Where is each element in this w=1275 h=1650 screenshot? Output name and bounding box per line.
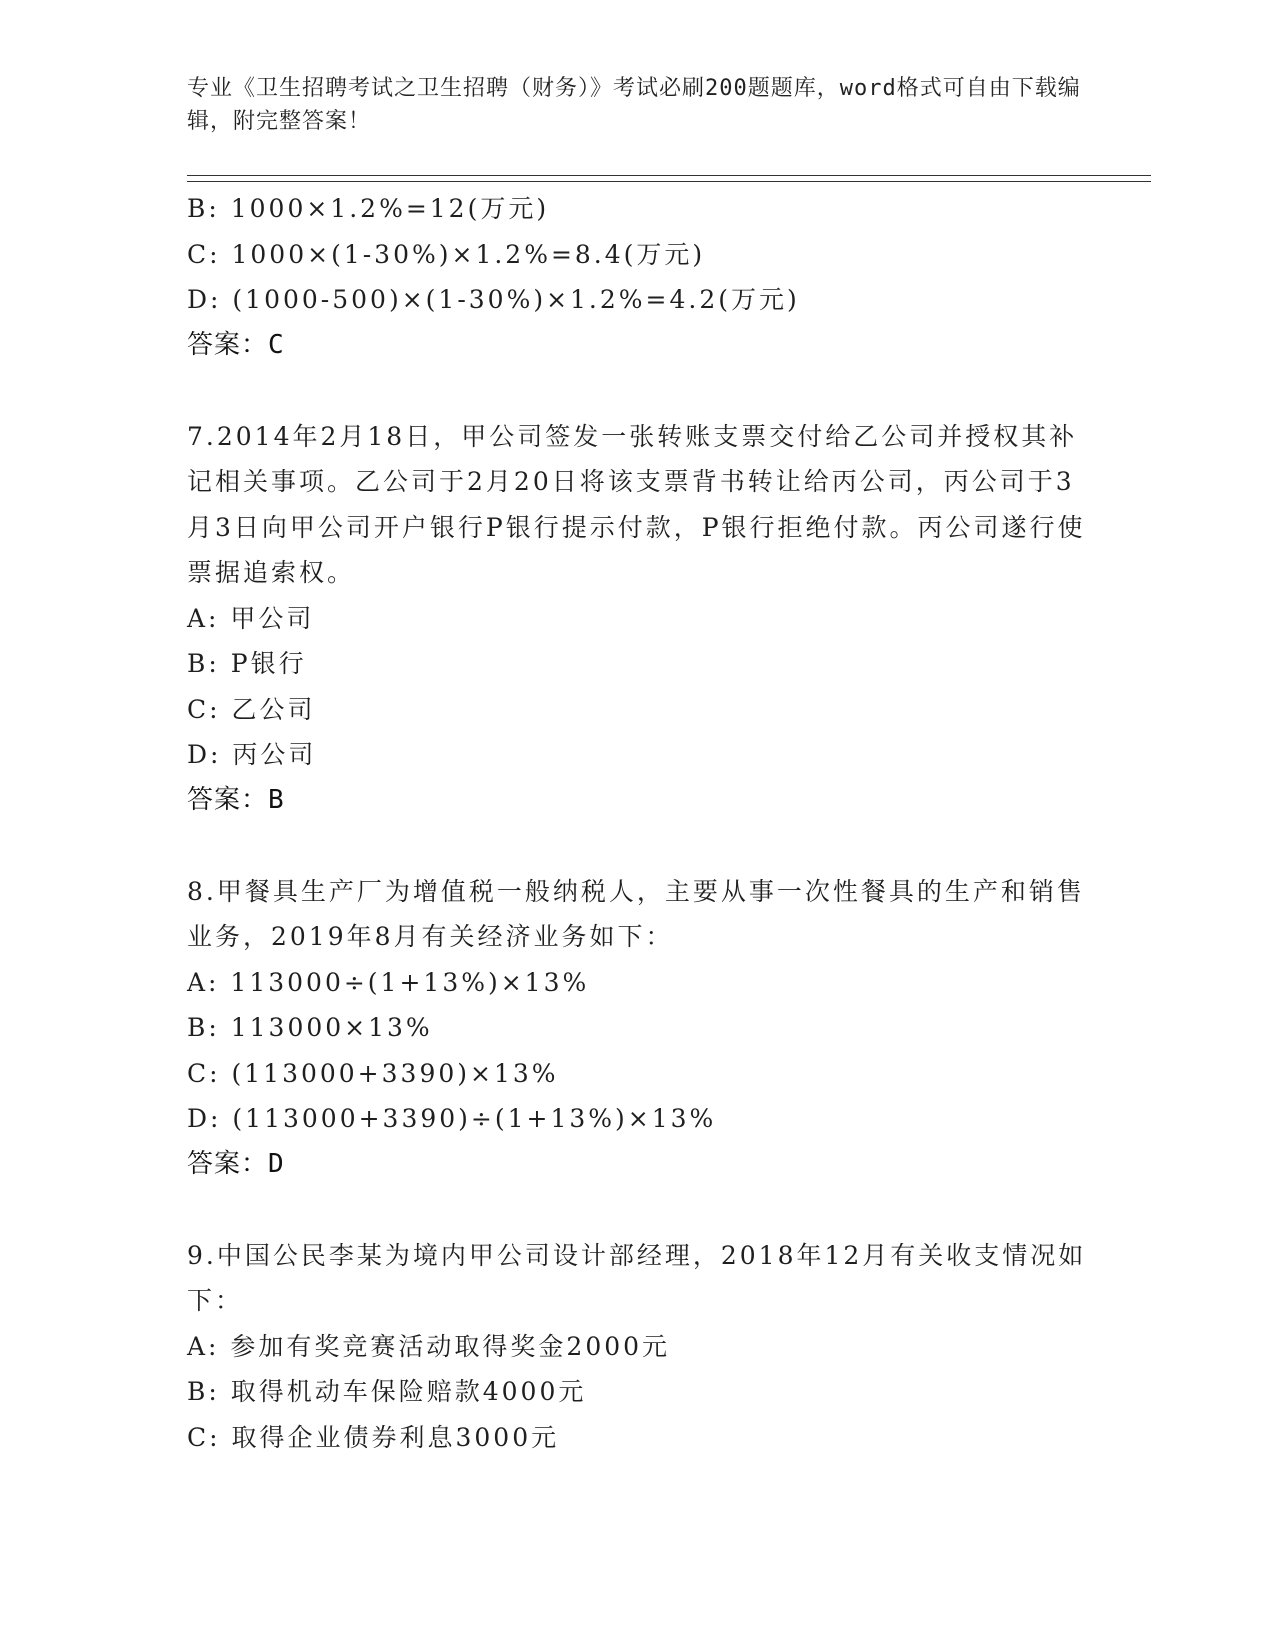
option-b: B: 取得机动车保险赔款4000元 [187, 1377, 587, 1406]
option-c: C: 乙公司 [187, 694, 316, 724]
option-a: A: 113000÷(1+13%)×13% [187, 967, 590, 997]
question-block-7 [187, 414, 1087, 824]
option-d: D: (1000-500)×(1-30%)×1.2%=4.2(万元) [187, 285, 800, 314]
option-d: D: (113000+3390)÷(1+13%)×13% [187, 1104, 717, 1133]
option-a: A: 参加有奖竞赛活动取得奖金2000元 [187, 1331, 671, 1361]
header-divider-bottom [187, 181, 1151, 182]
document-header: 专业《卫生招聘考试之卫生招聘（财务）》考试必刷200题题库，word格式可自由下载编辑，附完整答案！ [187, 76, 1081, 134]
question-block-6 [187, 186, 1087, 368]
option-b: B: 113000×13% [187, 1013, 433, 1042]
option-a: A: 甲公司 [187, 603, 315, 633]
answer-label: 答案：C [187, 329, 285, 360]
answer-label: 答案：B [187, 784, 285, 815]
question-block-8 [187, 869, 1087, 1188]
question-text: 9.中国公民李某为境内甲公司设计部经理，2018年12月有关收支情况如下： [187, 1240, 1087, 1315]
question-text: 7.2014年2月18日，甲公司签发一张转账支票交付给乙公司并授权其补记相关事项。乙公司于2月20日将该支票背书转让给丙公司，丙公司于3月3日向甲公司开户银行P银行提示付款，P银行拒绝付款。丙公司遂行使票据追索权。 [187, 421, 1086, 587]
question-list [187, 186, 1087, 1460]
option-b: B: 1000×1.2%=12(万元) [187, 194, 550, 223]
option-c: C: (113000+3390)×13% [187, 1058, 559, 1088]
option-b: B: P银行 [187, 649, 307, 678]
option-c: C: 1000×(1-30%)×1.2%=8.4(万元) [187, 239, 706, 269]
header-divider-top [187, 175, 1151, 176]
option-c: C: 取得企业债券利息3000元 [187, 1422, 560, 1452]
question-text: 8.甲餐具生产厂为增值税一般纳税人，主要从事一次性餐具的生产和销售业务，2019年8月有关经济业务如下： [187, 876, 1085, 951]
answer-label: 答案：D [187, 1148, 285, 1179]
question-block-9 [187, 1233, 1087, 1461]
option-d: D: 丙公司 [187, 740, 317, 769]
